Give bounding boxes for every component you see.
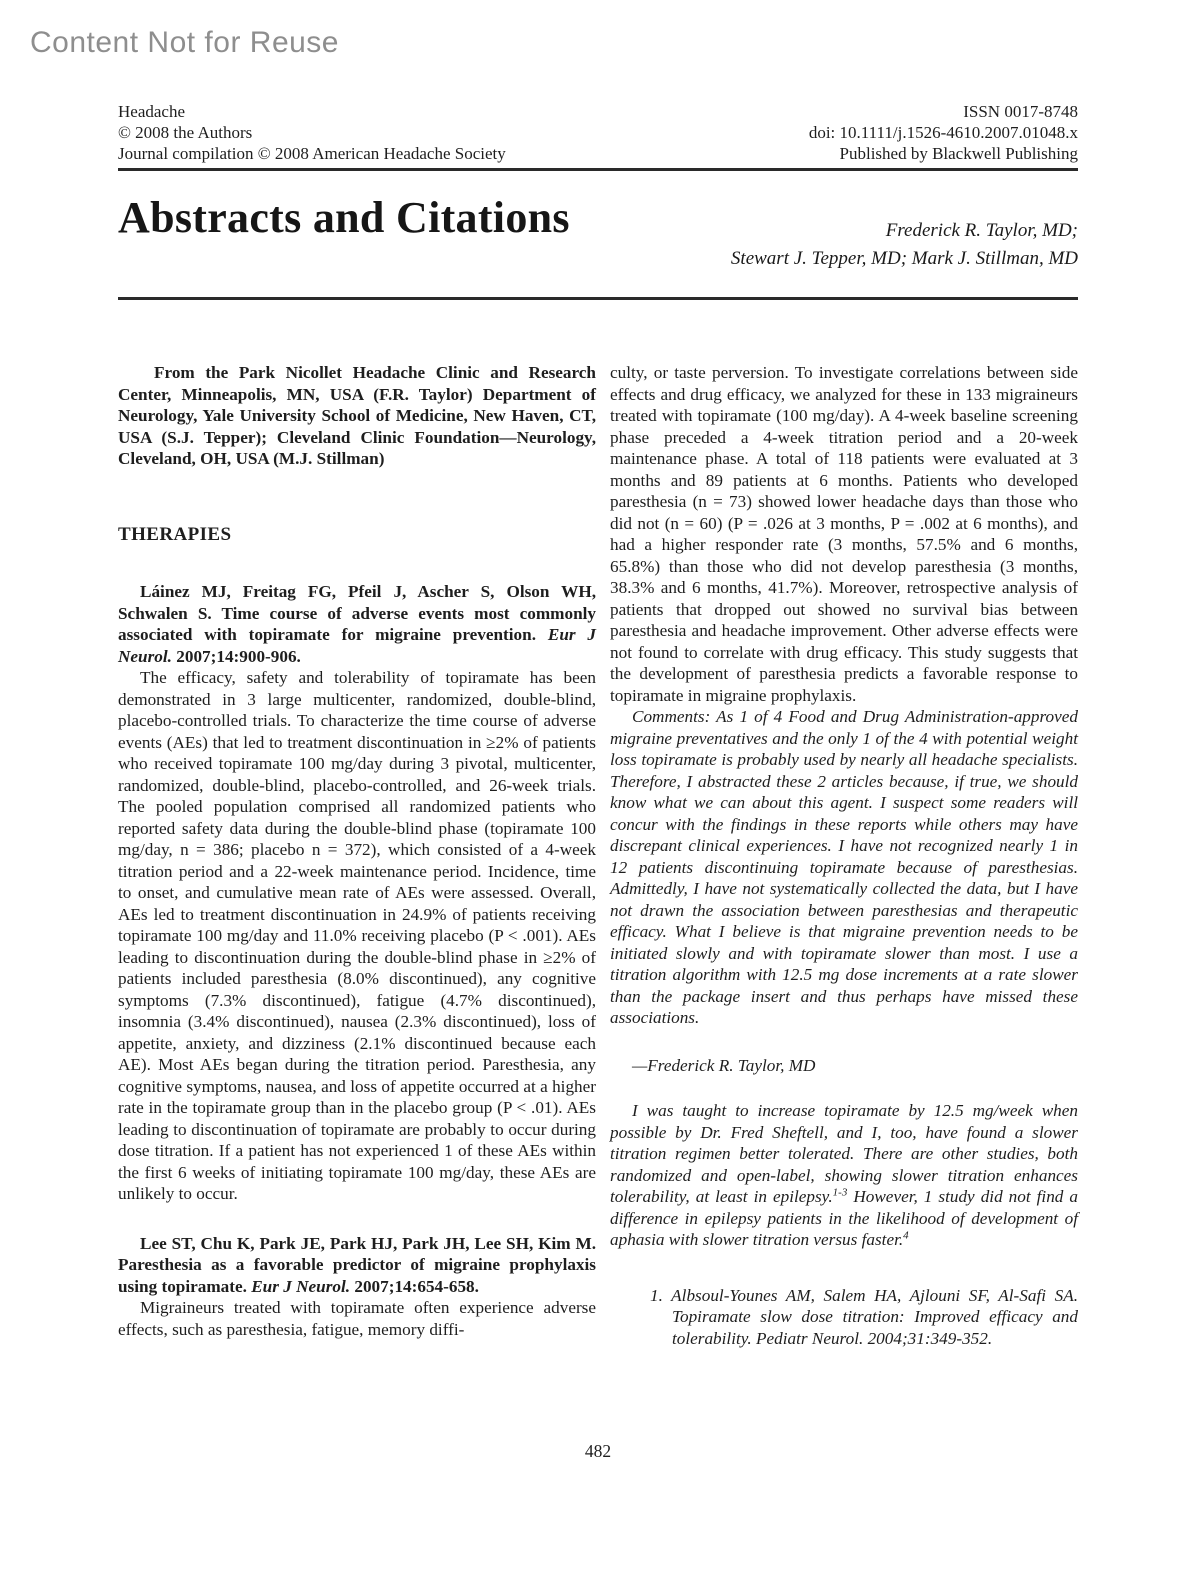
masthead-rule [118, 168, 1078, 171]
author-line-1: Frederick R. Taylor, MD; [885, 220, 1078, 241]
right-column [610, 362, 1078, 1349]
citation-lainez [118, 581, 596, 667]
abstract-lainez: The efficacy, safety and tolerability of topiramate has been demonstrated in 3 large multicenter, randomized, double-blind, placebo-controlled trials. To characterize the time course of adverse events (AEs) that led to treatment discontinuation in ≥2% of patients who received topiramate 100 mg/day during 3 pivotal, multicenter, randomized, double-blind, placebo-controlled, and 26-week trials. The pooled population comprised all randomized patients who reported safety data during the double-blind phase (topiramate 100 mg/day, n = 386; placebo n = 372), which consisted of a 4-week titration period and a 22-week maintenance period. Incidence, time to onset, and cumulative mean rate of AEs were assessed. Overall, AEs led to treatment discontinuation in 24.9% of patients receiving topiramate 100 mg/day and 11.0% receiving placebo (P < .001). AEs leading to discontinuation during the double-blind phase in ≥2% of patients included paresthesia (8.0% discontinued), any cognitive symptoms (7.3% discontinued), fatigue (4.7% discontinued), insomnia (3.4% discontinued), nausea (2.3% discontinued), loss of appetite, anxiety, and dizziness (2.1% discontinued because each AE). Most AEs began during the titration period. Paresthesia, any cognitive symptoms, nausea, and loss of appetite occurred at a higher rate in the topiramate group than in the placebo group (P < .01). AEs leading to discontinuation of topiramate are probably to occur during dose titration. If a patient has not experienced 1 of these AEs within the first 6 weeks of initiating topiramate 100 mg/day, these AEs are unlikely to occur. [118, 668, 596, 1203]
watermark-text: Content Not for Reuse [30, 26, 339, 59]
comments-paragraph: Comments: As 1 of 4 Food and Drug Administration-approved migraine preventatives and the only 1 of the 4 with potential weight loss topiramate is probably used by nearly all headache specialists. Therefore, I abstracted these 2 articles because, if true, we should know what we can about this agent. I suspect some readers will concur with the findings in these reports while others may have discrepant clinical experiences. I have not recognized nearly 1 in 12 patients discontinuing topiramate because of paresthesias. Admittedly, I have not systematically collected the data, but I have not drawn the association between paresthesias and therapeutic efficacy. What I believe is that migraine prevention needs to be initiated slowly and with topiramate slower than most. I use a titration algorithm with 12.5 mg dose increments at a rate slower than the package insert and thus perhaps have missed these associations. [610, 707, 1078, 1027]
citation-lainez-journal: Eur J Neurol. [118, 625, 597, 666]
author-line-2: Stewart J. Tepper, MD; Mark J. Stillman, MD [730, 248, 1078, 269]
compilation-line: Journal compilation © 2008 American Headache Society [118, 144, 506, 163]
title-rule [118, 297, 1078, 300]
masthead-left [118, 101, 506, 164]
citation-lainez-ref: 2007;14:900-906. [171, 646, 301, 666]
editor-note-part-1: I was taught to increase topiramate by 12.5 mg/week when possible by Dr. Fred Sheftell, and I, too, have found a slower titration regimen better tolerated. There are other studies, both randomized and open-label, showing slower titration enhances tolerability, at least in epilepsy. [610, 1101, 1078, 1206]
left-column [118, 362, 596, 1340]
page-number: 482 [584, 1441, 612, 1461]
editor-note-superscript-2: 4 [903, 1229, 909, 1242]
citation-lainez-authors-title: Láinez MJ, Freitag FG, Pfeil J, Ascher S, Olson WH, Schwalen S. Time course of adverse events most commonly associated with topiramate for migraine prevention. [118, 582, 596, 644]
masthead-right [809, 101, 1078, 164]
author-list [731, 217, 1078, 273]
affiliation-paragraph: From the Park Nicollet Headache Clinic and Research Center, Minneapolis, MN, USA (F.R. Taylor) Department of Neurology, Yale University School of Medicine, New Haven, CT, USA (S.J. Tepper); Cleveland Clinic Foundation—Neurology, Cleveland, OH, USA (M.J. Stillman) [118, 363, 596, 468]
doi-line: doi: 10.1111/j.1526-4610.2007.01048.x [808, 123, 1078, 142]
citation-lee-ref: 2007;14:654-658. [350, 1276, 479, 1296]
citation-lee [118, 1233, 596, 1298]
abstract-lee-start: Migraineurs treated with topiramate often experience adverse effects, such as paresthesia, fatigue, memory diffi- [118, 1298, 596, 1339]
reference-1: 1. Albsoul-Younes AM, Salem HA, Ajlouni SF, Al-Safi SA. Topiramate slow dose titration: Improved efficacy and tolerability. Pediatr Neurol. 2004;31:349-352. [650, 1285, 1078, 1348]
section-heading-therapies: THERAPIES [118, 523, 232, 545]
publisher-line: Published by Blackwell Publishing [839, 144, 1078, 163]
citation-lee-journal: Eur J Neurol. [251, 1276, 351, 1296]
attribution-line: —Frederick R. Taylor, MD [632, 1055, 816, 1075]
editor-note [610, 1100, 1078, 1251]
copyright-line: © 2008 the Authors [118, 123, 253, 142]
masthead [118, 101, 1078, 164]
issn-line: ISSN 0017-8748 [963, 102, 1078, 121]
citation-lee-authors-title: Lee ST, Chu K, Park JE, Park HJ, Park JH, Lee SH, Kim M. Paresthesia as a favorable predictor of migraine prophylaxis using topiramate. [118, 1233, 596, 1296]
page-title: Abstracts and Citations [118, 193, 570, 242]
editor-note-superscript-1: 1-3 [832, 1186, 848, 1199]
editor-note-part-2: However, 1 study did not find a difference in epilepsy patients in the likelihood of development of aphasia with slower titration versus faster. [610, 1187, 1078, 1249]
journal-name: Headache [118, 102, 186, 121]
abstract-lee-continued: culty, or taste perversion. To investigate correlations between side effects and drug efficacy, we analyzed for these in 133 migraineurs treated with topiramate (100 mg/day). A 4-week baseline screening phase preceded a 4-week titration period and a 20-week maintenance phase. A total of 118 patients were evaluated at 3 months and 89 patients at 6 months. Patients who developed paresthesia (n = 73) showed lower headache days than those who did not (n = 60) (P = .026 at 3 months, P = .002 at 6 months), and had a higher responder rate (3 months, 57.5% and 6 months, 65.8%) than those who did not develop paresthesia (3 months, 38.3% and 6 months, 41.7%). Moreover, retrospective analysis of patients that dropped out showed no survival bias between paresthesia and headache improvement. Other adverse effects were not found to correlate with drug efficacy. This study suggests that the development of paresthesia predicts a favorable response to topiramate in migraine prophylaxis. [610, 363, 1078, 705]
